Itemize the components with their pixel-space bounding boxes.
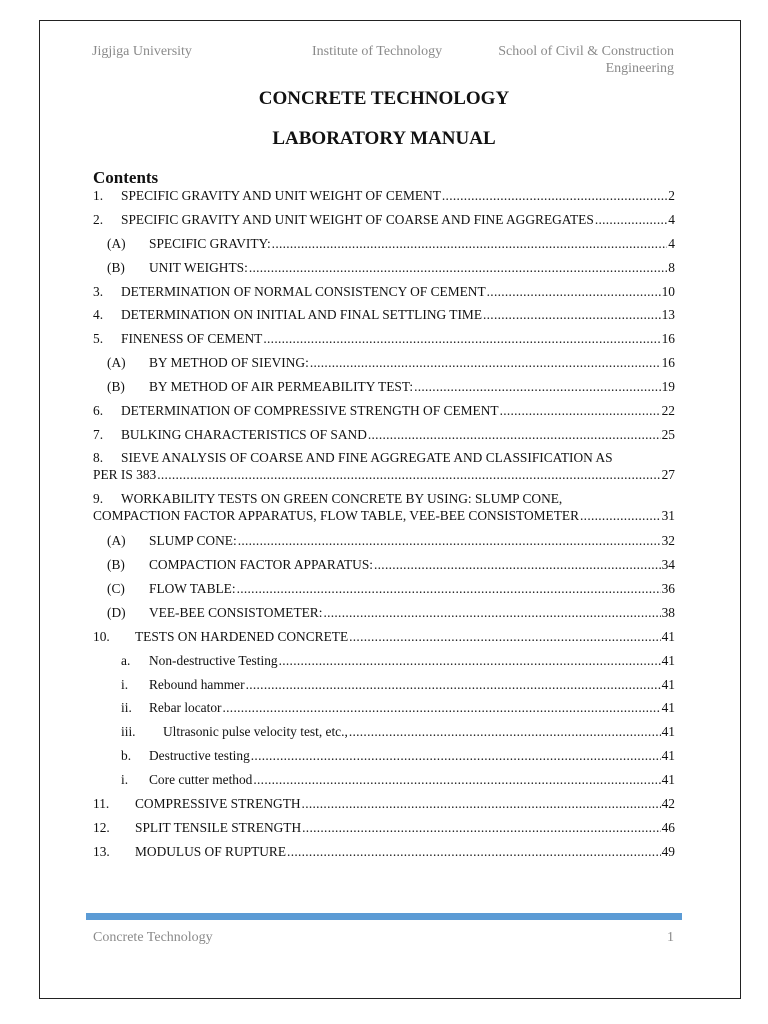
- header-school: School of Civil & Construction Engineering: [498, 44, 674, 76]
- toc-dot-leader: [279, 652, 661, 669]
- toc-entry[interactable]: [93, 490, 675, 524]
- toc-dot-leader: [249, 259, 667, 276]
- toc-entry-page: 38: [661, 605, 675, 620]
- toc-entry-page: 41: [661, 724, 675, 739]
- toc-dot-leader: [374, 556, 661, 573]
- toc-entry-page: 4: [668, 212, 675, 227]
- toc-entry-label-continued: PER IS 383: [93, 467, 157, 482]
- toc-entry-page: 31: [661, 508, 675, 523]
- toc-entry-number: a.: [121, 653, 131, 668]
- toc-entry-label: SIEVE ANALYSIS OF COARSE AND FINE AGGREGATE AND CLASSIFICATION AS: [121, 450, 613, 465]
- toc-entry-number: i.: [121, 772, 129, 787]
- toc-dot-leader: [500, 402, 661, 419]
- toc-entry[interactable]: [93, 449, 675, 483]
- toc-entry-page: 8: [668, 260, 675, 275]
- toc-entry[interactable]: [93, 426, 675, 443]
- toc-entry-label: DETERMINATION ON INITIAL AND FINAL SETTLING TIME: [121, 307, 482, 322]
- toc-entry[interactable]: [107, 259, 675, 276]
- toc-entry-number: (A): [107, 533, 126, 548]
- footer-course-title: Concrete Technology: [93, 930, 213, 945]
- toc-entry-page: 19: [661, 379, 675, 394]
- toc-entry[interactable]: [121, 699, 675, 716]
- toc-entry-number: 11.: [93, 796, 110, 811]
- toc-entry-number: 3.: [93, 284, 104, 299]
- toc-dot-leader: [263, 330, 660, 347]
- toc-entry-page: 42: [661, 796, 675, 811]
- toc-entry-number: (B): [107, 557, 125, 572]
- toc-entry[interactable]: [93, 402, 675, 419]
- toc-entry-number: 6.: [93, 403, 104, 418]
- toc-dot-leader: [483, 306, 661, 323]
- toc-entry-label: FLOW TABLE:: [149, 581, 236, 596]
- toc-entry-label: BY METHOD OF AIR PERMEABILITY TEST:: [149, 379, 414, 394]
- toc-entry-label: MODULUS OF RUPTURE: [135, 844, 287, 859]
- toc-entry-number: 5.: [93, 331, 104, 346]
- toc-entry-page: 13: [661, 307, 675, 322]
- toc-entry-page: 41: [661, 629, 675, 644]
- toc-entry-label: SPLIT TENSILE STRENGTH: [135, 820, 302, 835]
- toc-entry-label: TESTS ON HARDENED CONCRETE: [135, 629, 349, 644]
- toc-entry[interactable]: [107, 580, 675, 597]
- toc-entry-label: BY METHOD OF SIEVING:: [149, 355, 309, 370]
- document-subtitle: LABORATORY MANUAL: [272, 128, 496, 149]
- toc-entry[interactable]: [93, 843, 675, 860]
- toc-entry-number: 1.: [93, 188, 104, 203]
- toc-dot-leader: [580, 507, 661, 524]
- document-title: CONCRETE TECHNOLOGY: [258, 88, 510, 109]
- toc-dot-leader: [368, 426, 661, 443]
- toc-entry-number: 4.: [93, 307, 104, 322]
- toc-dot-leader: [251, 747, 661, 764]
- toc-entry-page: 27: [661, 467, 675, 482]
- toc-entry-number: 13.: [93, 844, 110, 859]
- toc-entry-page: 41: [661, 677, 675, 692]
- toc-dot-leader: [157, 466, 660, 483]
- toc-entry[interactable]: [93, 283, 675, 300]
- header-university: Jigjiga University: [92, 44, 192, 59]
- toc-entry-label: Ultrasonic pulse velocity test, etc.,: [163, 724, 348, 739]
- toc-dot-leader: [253, 771, 660, 788]
- toc-entry[interactable]: [93, 819, 675, 836]
- toc-entry-label: BULKING CHARACTERISTICS OF SAND: [121, 427, 367, 442]
- toc-dot-leader: [442, 187, 667, 204]
- toc-entry-label: SPECIFIC GRAVITY:: [149, 236, 271, 251]
- toc-dot-leader: [323, 604, 660, 621]
- toc-entry-number: 2.: [93, 212, 104, 227]
- toc-entry-page: 41: [661, 653, 675, 668]
- header-institute: Institute of Technology: [312, 44, 443, 59]
- toc-dot-leader: [310, 354, 661, 371]
- toc-entry[interactable]: [107, 354, 675, 371]
- toc-dot-leader: [595, 211, 667, 228]
- toc-entry-page: 10: [661, 284, 675, 299]
- toc-entry-number: 10.: [93, 629, 110, 644]
- toc-entry[interactable]: [93, 795, 675, 812]
- toc-entry-label: SPECIFIC GRAVITY AND UNIT WEIGHT OF CEMENT: [121, 188, 441, 203]
- toc-entry-number: (D): [107, 605, 126, 620]
- toc-entry[interactable]: [107, 604, 675, 621]
- toc-entry[interactable]: [93, 211, 675, 228]
- toc-entry[interactable]: [93, 306, 675, 323]
- toc-dot-leader: [223, 699, 661, 716]
- toc-entry-page: 46: [661, 820, 675, 835]
- toc-entry[interactable]: [93, 187, 675, 204]
- toc-entry-label: COMPACTION FACTOR APPARATUS:: [149, 557, 373, 572]
- toc-dot-leader: [302, 795, 661, 812]
- toc-entry-page: 41: [661, 700, 675, 715]
- toc-entry[interactable]: [107, 235, 675, 252]
- toc-entry-number: iii.: [121, 724, 136, 739]
- toc-entry-number: (B): [107, 260, 125, 275]
- toc-entry-page: 25: [661, 427, 675, 442]
- toc-entry-label: Destructive testing: [149, 748, 250, 763]
- toc-entry[interactable]: [121, 771, 675, 788]
- toc-dot-leader: [237, 580, 661, 597]
- toc-entry-page: 41: [661, 748, 675, 763]
- toc-entry-label-continued: COMPACTION FACTOR APPARATUS, FLOW TABLE, VEE-BEE CONSISTOMETER: [93, 508, 580, 523]
- toc-entry[interactable]: [93, 628, 675, 645]
- toc-dot-leader: [414, 378, 661, 395]
- toc-entry[interactable]: [107, 556, 675, 573]
- toc-entry-page: 2: [668, 188, 675, 203]
- toc-entry-page: 36: [661, 581, 675, 596]
- toc-entry-label: WORKABILITY TESTS ON GREEN CONCRETE BY USING: SLUMP CONE,: [121, 491, 563, 506]
- toc-entry-number: 12.: [93, 820, 110, 835]
- toc-entry[interactable]: [121, 652, 675, 669]
- toc-entry-label: VEE-BEE CONSISTOMETER:: [149, 605, 323, 620]
- toc-dot-leader: [349, 628, 660, 645]
- toc-entry-label: SLUMP CONE:: [149, 533, 237, 548]
- toc-entry-page: 16: [661, 355, 675, 370]
- toc-dot-leader: [302, 819, 660, 836]
- toc-entry-number: ii.: [121, 700, 132, 715]
- toc-entry-label: COMPRESSIVE STRENGTH: [135, 796, 301, 811]
- toc-entry-number: (A): [107, 236, 126, 251]
- toc-dot-leader: [349, 723, 661, 740]
- toc-dot-leader: [238, 532, 661, 549]
- toc-entry[interactable]: [121, 676, 675, 693]
- toc-entry[interactable]: [121, 747, 675, 764]
- toc-entry[interactable]: [107, 532, 675, 549]
- toc-entry-number: (A): [107, 355, 126, 370]
- toc-entry-page: 22: [661, 403, 675, 418]
- toc-dot-leader: [287, 843, 661, 860]
- toc-entry-page: 49: [661, 844, 675, 859]
- toc-entry-label: Rebar locator: [149, 700, 222, 715]
- toc-entry[interactable]: [93, 330, 675, 347]
- footer-page-number: 1: [667, 930, 674, 945]
- toc-entry-number: (C): [107, 581, 125, 596]
- toc-entry-page: 41: [661, 772, 675, 787]
- toc-entry-label: Core cutter method: [149, 772, 253, 787]
- toc-entry-number: i.: [121, 677, 129, 692]
- toc-entry[interactable]: [121, 723, 675, 740]
- toc-entry-page: 32: [661, 533, 675, 548]
- toc-entry-label: DETERMINATION OF COMPRESSIVE STRENGTH OF CEMENT: [121, 403, 499, 418]
- toc-entry-label: SPECIFIC GRAVITY AND UNIT WEIGHT OF COARSE AND FINE AGGREGATES: [121, 212, 594, 227]
- toc-entry-page: 34: [661, 557, 675, 572]
- contents-heading: Contents: [93, 168, 159, 187]
- footer-rule: [86, 913, 682, 920]
- toc-dot-leader: [272, 235, 668, 252]
- toc-entry-number: 8.: [93, 450, 104, 465]
- toc-entry-label: FINENESS OF CEMENT: [121, 331, 263, 346]
- toc-entry-number: 9.: [93, 491, 104, 506]
- toc-entry-number: b.: [121, 748, 132, 763]
- toc-dot-leader: [487, 283, 661, 300]
- toc-entry-page: 16: [661, 331, 675, 346]
- toc-entry-label: Non-destructive Testing: [149, 653, 278, 668]
- toc-entry-label: UNIT WEIGHTS:: [149, 260, 248, 275]
- toc-entry-label: Rebound hammer: [149, 677, 245, 692]
- toc-entry-number: (B): [107, 379, 125, 394]
- toc-entry-page: 4: [668, 236, 675, 251]
- toc-entry-label: DETERMINATION OF NORMAL CONSISTENCY OF CEMENT: [121, 284, 486, 299]
- toc-entry[interactable]: [107, 378, 675, 395]
- toc-dot-leader: [246, 676, 661, 693]
- toc-entry-number: 7.: [93, 427, 104, 442]
